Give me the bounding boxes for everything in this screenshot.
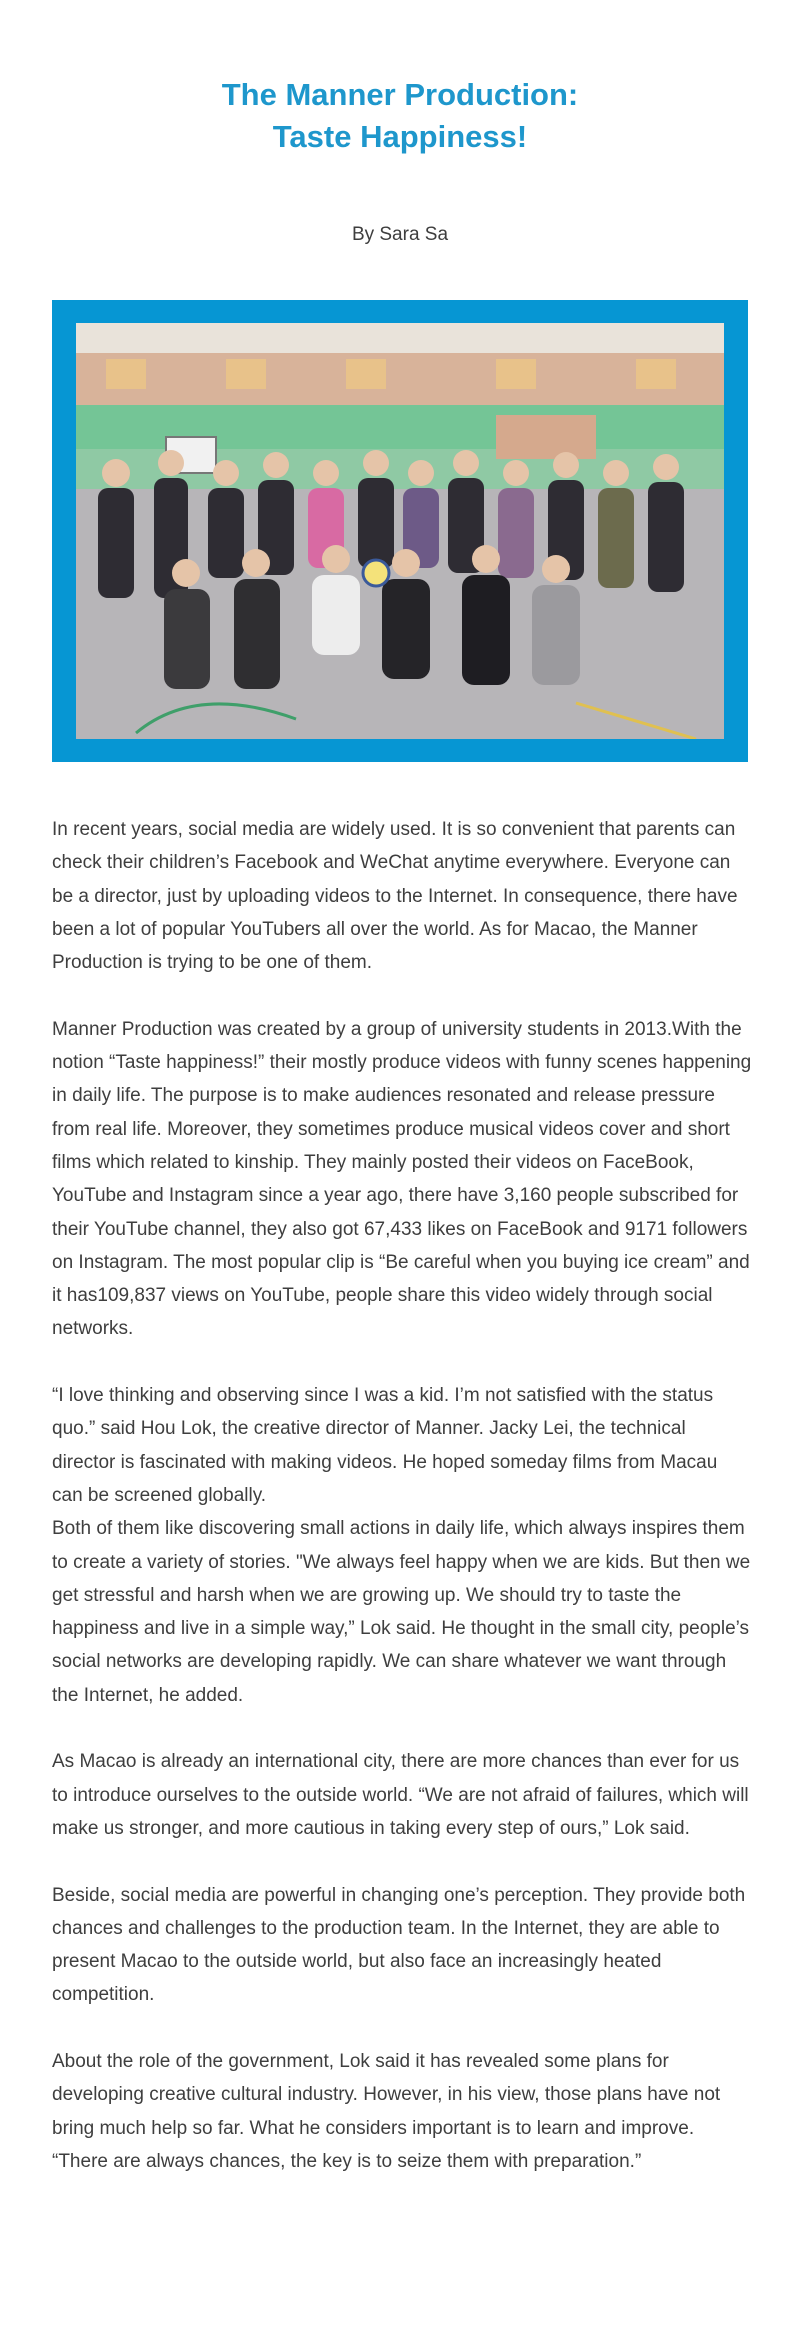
paragraph-4: Both of them like discovering small actions in daily life, which always inspires them to create a variety of stories. "We always feel happy when we are kids. But then we get stressful and harsh when we are growing up. We should try to taste the happiness and live in a simple way,” Lok said. He thought in the small city, people’s social networks are developing rapidly. We can share whatever we want through the Internet, he added. <box>52 1518 751 1706</box>
group-photo-illustration <box>76 323 724 739</box>
article-title-line-1: The Manner Production: <box>221 77 579 112</box>
article-body <box>52 813 752 2178</box>
paragraph-2: Manner Production was created by a group of university students in 2013.With the notion “Taste happiness!” their mostly produce videos with funny scenes happening in daily life. The purpose is to make audiences resonated and release pressure from real life. Moreover, they sometimes produce musical videos cover and short films which related to kinship. They mainly posted their videos on FaceBook, YouTube and Instagram since a year ago, there have 3,160 people subscribed for their YouTube channel, they also got 67,433 likes on FaceBook and 9171 followers on Instagram. The most popular clip is “Be careful when you buying ice cream” and it has109,837 views on YouTube, people share this video widely through social networks. <box>52 1018 752 1340</box>
article-title-line-2: Taste Happiness! <box>272 119 528 154</box>
paragraph-6: Beside, social media are powerful in changing one’s perception. They provide both chances and challenges to the production team. In the Internet, they are able to present Macao to the outside world, but also face an increasingly heated competition. <box>52 1884 746 2006</box>
paragraph-1: In recent years, social media are widely used. It is so convenient that parents can check their children’s Facebook and WeChat anytime everywhere. Everyone can be a director, just by uploading videos to the Internet. In consequence, there have been a lot of popular YouTubers all over the world. As for Macao, the Manner Production is trying to be one of them. <box>52 819 738 974</box>
paragraph-5: As Macao is already an international city, there are more chances than ever for us to introduce ourselves to the outside world. “We are not afraid of failures, which will make us stronger, and more cautious in taking every step of ours,” Lok said. <box>52 1751 749 1839</box>
paragraph-3: “I love thinking and observing since I was a kid. I’m not satisfied with the status quo.” said Hou Lok, the creative director of Manner. Jacky Lei, the technical director is fascinated with making videos. He hoped someday films from Macau can be screened globally. <box>52 1385 718 1506</box>
byline: By Sara Sa <box>351 224 449 245</box>
group-photo <box>76 323 724 739</box>
paragraph-7: About the role of the government, Lok said it has revealed some plans for developing creative cultural industry. However, in his view, those plans have not bring much help so far. What he considers important is to learn and improve. “There are always chances, the key is to seize them with preparation.” <box>52 2050 721 2172</box>
article-title <box>0 74 800 158</box>
group-photo-frame <box>52 300 748 762</box>
